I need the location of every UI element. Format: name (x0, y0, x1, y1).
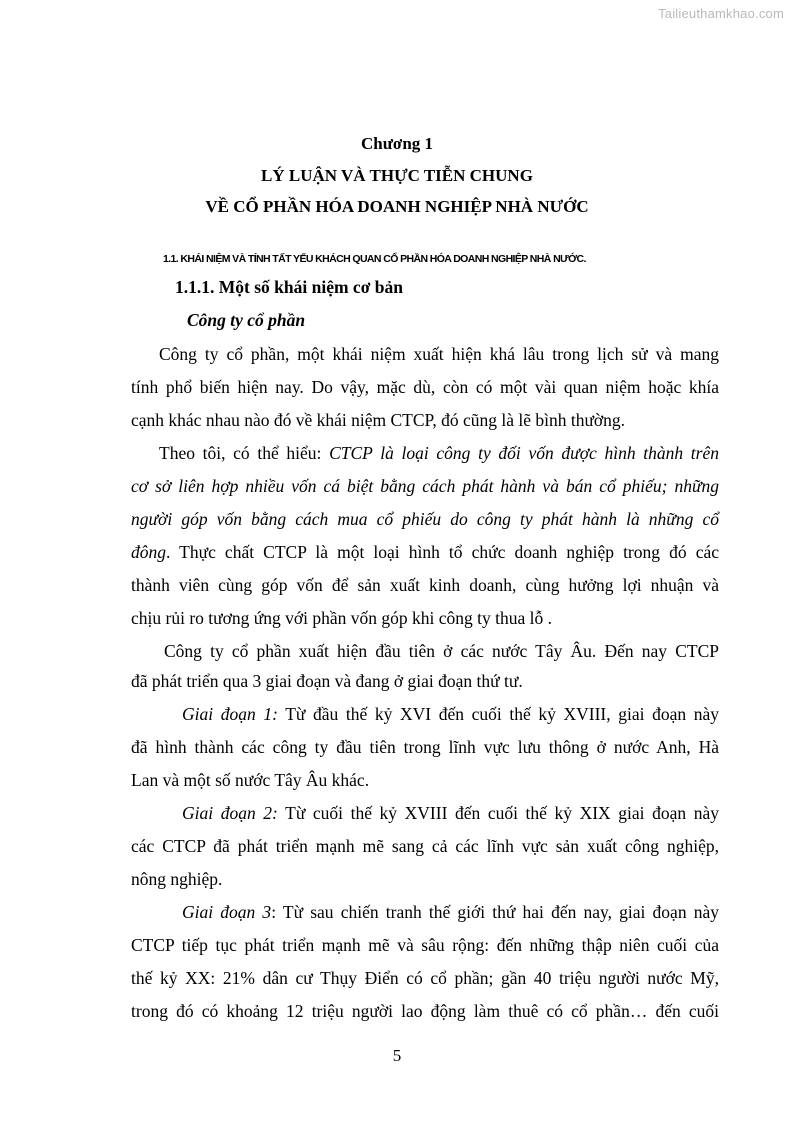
p4-line-2: đã hình thành các công ty đầu tiên trong lĩnh vực lưu thông ở nước Anh, Hà (131, 737, 719, 757)
p1-line-1: Công ty cổ phần, một khái niệm xuất hiện khá lâu trong lịch sử và mang (159, 344, 719, 364)
p3-line-1: Công ty cổ phần xuất hiện đầu tiên ở các nước Tây Âu. Đến nay CTCP (164, 641, 719, 661)
p5-line-1: Giai đoạn 2: Từ cuối thế kỷ XVIII đến cuối thế kỷ XIX giai đoạn này (182, 803, 719, 823)
page-number: 5 (392, 1046, 402, 1065)
p5-line-2: các CTCP đã phát triển mạnh mẽ sang cả các lĩnh vực sản xuất công nghiệp, (131, 836, 719, 856)
chapter-title-line-2: VỀ CỔ PHẦN HÓA DOANH NGHIỆP NHÀ NƯỚC (205, 197, 589, 216)
p4-line-3: Lan và một số nước Tây Âu khác. (131, 770, 370, 790)
p2-line-1 (159, 442, 719, 464)
p2-line-2: cơ sở liên hợp nhiều vốn cá biệt bằng cách phát hành và bán cổ phiếu; những (131, 476, 719, 496)
p1-line-3: cạnh khác nhau nào đó về khái niệm CTCP, đó cũng là lẽ bình thường. (131, 410, 626, 430)
p5-line-3: nông nghiệp. (131, 869, 223, 889)
p6-line-4: trong đó có khoảng 12 triệu người lao động làm thuê có cổ phần… đến cuối (131, 1001, 719, 1021)
p3-line-2: đã phát triển qua 3 giai đoạn và đang ở giai đoạn thứ tư. (131, 671, 523, 691)
p6-line-1: Giai đoạn 3: Từ sau chiến tranh thế giới thứ hai đến nay, giai đoạn này (182, 902, 719, 922)
p2-line-6: chịu rủi ro tương ứng với phần vốn góp khi công ty thua lỗ . (131, 608, 552, 628)
chapter-title-line-1: LÝ LUẬN VÀ THỰC TIỄN CHUNG (261, 166, 533, 185)
p2-line-4: đông. Thực chất CTCP là một loại hình tổ chức doanh nghiệp trong đó các (131, 542, 719, 562)
subsection-heading: 1.1.1. Một số khái niệm cơ bản (175, 277, 403, 297)
p6-line-2: CTCP tiếp tục phát triển mạnh mẽ và sâu rộng: đến những thập niên cuối của (131, 935, 719, 955)
p2-line-1-lead: Theo tôi, có thể hiểu: (159, 443, 322, 463)
watermark: Tailieuthamkhao.com (658, 6, 784, 21)
p2-line-5: thành viên cùng góp vốn để sản xuất kinh doanh, cùng hưởng lợi nhuận và (131, 575, 719, 595)
chapter-number: Chương 1 (360, 134, 434, 153)
p2-line-1-definition: CTCP là loại công ty đối vốn được hình thành trên (329, 443, 719, 463)
p4-line-1: Giai đoạn 1: Từ đầu thế kỷ XVI đến cuối thế kỷ XVIII, giai đoạn này (182, 704, 719, 724)
p1-line-2: tính phổ biến hiện nay. Do vậy, mặc dù, còn có một vài quan niệm hoặc khía (131, 377, 719, 397)
subsubsection-heading: Công ty cổ phần (187, 310, 306, 330)
p6-line-3: thế kỷ XX: 21% dân cư Thụy Điển có cổ phần; gần 40 triệu người nước Mỹ, (131, 968, 719, 988)
p2-line-3: người góp vốn bằng cách mua cổ phiếu do công ty phát hành là những cổ (131, 509, 719, 529)
section-heading: 1.1. KHÁI NIỆM VÀ TÍNH TẤT YẾU KHÁCH QUAN CỔ PHẦN HÓA DOANH NGHIỆP NHÀ NƯỚC. (163, 253, 586, 265)
